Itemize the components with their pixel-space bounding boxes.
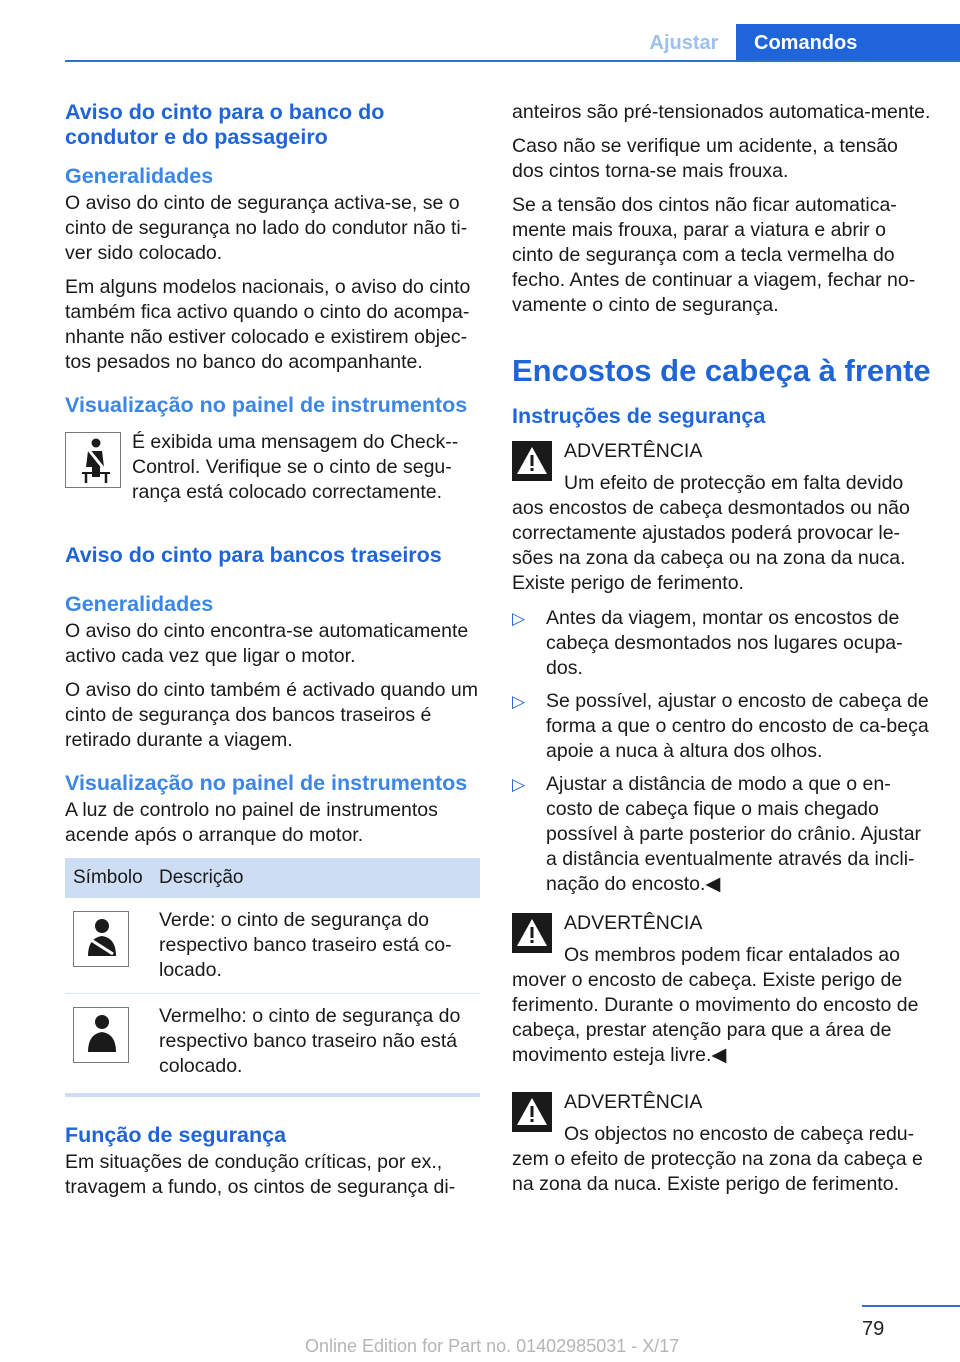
subsection-general-1: Generalidades [65, 164, 214, 188]
section-title-safety-function: Função de segurança [65, 1123, 287, 1147]
paragraph: O aviso do cinto de segurança activa-se, se o cinto de segurança no lado do condutor não ti-ver sido colocado. [65, 192, 468, 264]
list-item [512, 689, 932, 764]
paragraph: Caso não se verifique um acidente, a tensão dos cintos torna-se mais frouxa. [512, 135, 898, 182]
paragraph: anteiros são pré-tensionados automatica-mente. [512, 101, 931, 123]
warning-block-1 [512, 439, 932, 596]
triangle-bullet-icon: ▷ [512, 775, 526, 794]
warning-block-3 [512, 1090, 932, 1197]
triangle-bullet-icon: ▷ [512, 609, 526, 628]
list-item-text: Antes da viagem, montar os encostos de cabeça desmontados nos lugares ocupa-dos. [546, 607, 903, 679]
footer-rule [862, 1305, 960, 1307]
table-header-symbol: Símbolo [65, 858, 151, 898]
section-title-front-seatbelt: Aviso do cinto para o banco do condutor e do passageiro [65, 100, 385, 149]
table-cell-symbol [65, 898, 151, 994]
seatbelt-warning-icon [65, 432, 121, 488]
subsection-display-1: Visualização no painel de instrumentos [65, 393, 468, 417]
section-title-rear-seatbelt: Aviso do cinto para bancos traseiros [65, 543, 442, 567]
table-row [65, 994, 480, 1096]
list-item [512, 606, 932, 681]
list-item-text: Se possível, ajustar o encosto de cabeça de forma a que o centro do encosto de ca-beça apoie a nuca à altura dos olhos. [546, 690, 929, 762]
warning-first-line: Os membros podem ficar entalados ao [564, 944, 900, 966]
section-title-head-restraints: Encostos de cabeça à frente [512, 353, 931, 388]
edition-watermark: Online Edition for Part no. 01402985031 - X/17 [305, 1336, 680, 1356]
warning-text: mover o encosto de cabeça. Existe perigo de ferimento. Durante o movimento do encosto de cabeça, prestar atenção para que a área de movimento esteja livre.◀ [512, 969, 919, 1066]
warning-first-line: Um efeito de protecção em falta devido [564, 472, 904, 494]
paragraph: Se a tensão dos cintos não ficar automatica-mente mais frouxa, parar a viatura e abrir o cinto de segurança com a tecla vermelha do fecho. Antes de continuar a viagem, fechar no-vamente o cinto de segurança. [512, 194, 916, 316]
table-row [65, 898, 480, 994]
page-number: 79 [862, 1318, 885, 1340]
right-column [512, 100, 932, 1197]
triangle-bullet-icon: ▷ [512, 692, 526, 711]
left-column [65, 100, 483, 1209]
table-header-description: Descrição [151, 858, 480, 898]
warning-title: ADVERTÊNCIA [564, 1091, 703, 1113]
warning-title: ADVERTÊNCIA [564, 440, 703, 462]
warning-icon [512, 441, 552, 481]
paragraph: A luz de controlo no painel de instrumentos acende após o arranque do motor. [65, 799, 438, 846]
paragraph: O aviso do cinto encontra-se automaticamente activo cada vez que ligar o motor. [65, 620, 469, 667]
paragraph: Em situações de condução críticas, por ex., travagem a fundo, os cintos de segurança di- [65, 1151, 456, 1198]
tab-comandos[interactable]: Comandos [736, 24, 960, 62]
warning-first-line: Os objectos no encosto de cabeça redu- [564, 1123, 915, 1145]
check-control-message [65, 430, 483, 505]
subsection-general-2: Generalidades [65, 592, 214, 616]
table-cell-symbol [65, 994, 151, 1096]
check-control-text: É exibida uma mensagem do Check--Control. Verifique se o cinto de segu-rança está colocado correctamente. [132, 431, 459, 503]
paragraph: O aviso do cinto também é activado quando um cinto de segurança dos bancos traseiros é retirado durante a viagem. [65, 679, 478, 751]
paragraph: Em alguns modelos nacionais, o aviso do cinto também fica activo quando o cinto do acompa-nhante não estiver colocado e existirem objec-tos pesados no banco do acompanhante. [65, 276, 471, 373]
subsection-display-2: Visualização no painel de instrumentos [65, 771, 468, 795]
table-cell-description: Verde: o cinto de segurança do respectivo banco traseiro está co-locado. [151, 898, 480, 994]
warning-block-2 [512, 911, 932, 1068]
warning-text: aos encostos de cabeça desmontados ou não correctamente ajustados poderá provocar le-sões na zona da cabeça ou na zona da nuca. Existe perigo de ferimento. [512, 497, 910, 594]
list-item-text: Ajustar a distância de modo a que o en-costo de cabeça fique o mais chegado possível à parte posterior do crânio. Ajustar a distância eventualmente através da incli-nação do encosto.◀ [546, 773, 922, 895]
subsection-safety-instructions: Instruções de segurança [512, 404, 766, 428]
instruction-list [512, 606, 932, 897]
seatbelt-red-icon [73, 1007, 129, 1063]
list-item [512, 772, 932, 897]
header-rule [65, 60, 960, 62]
tab-ajustar[interactable]: Ajustar [649, 32, 719, 54]
warning-icon [512, 1092, 552, 1132]
warning-title: ADVERTÊNCIA [564, 912, 703, 934]
symbol-table [65, 858, 480, 1097]
table-cell-description: Vermelho: o cinto de segurança do respectivo banco traseiro não está colocado. [151, 994, 480, 1096]
warning-text: zem o efeito de protecção na zona da cabeça e na zona da nuca. Existe perigo de ferimento. [512, 1148, 923, 1195]
warning-icon [512, 913, 552, 953]
seatbelt-green-icon [73, 911, 129, 967]
